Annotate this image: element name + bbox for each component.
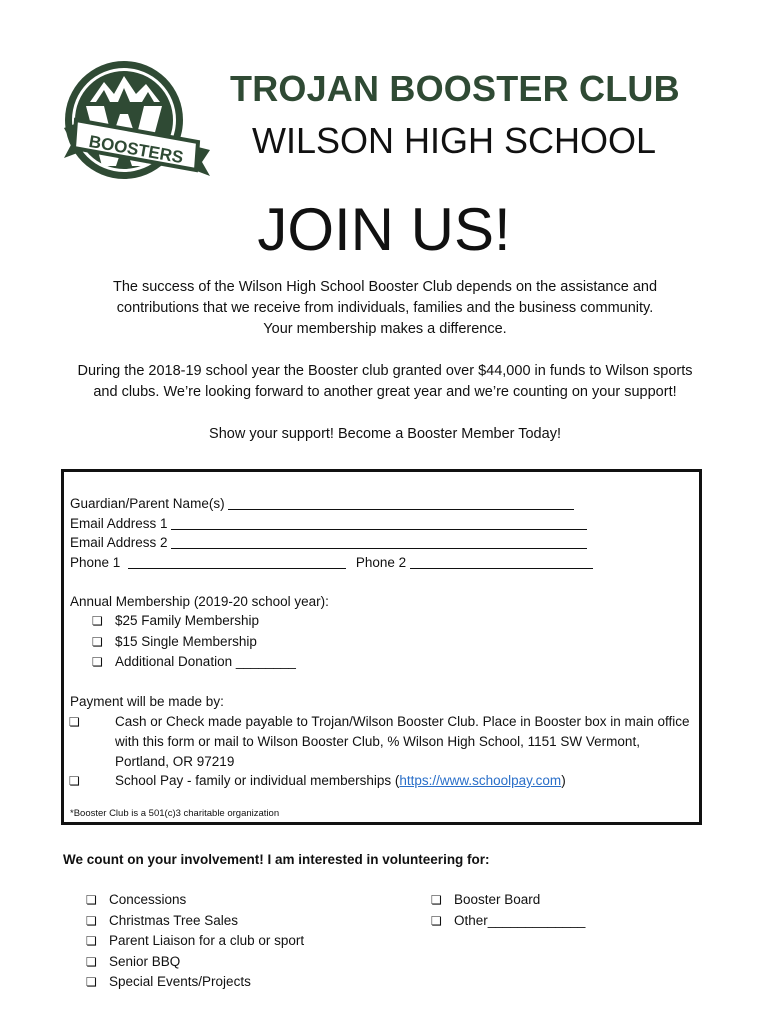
checkbox-icon[interactable]: ❏ xyxy=(86,934,97,948)
checkbox-icon[interactable]: ❏ xyxy=(86,975,97,989)
school-title: WILSON HIGH SCHOOL xyxy=(252,120,657,161)
checkbox-icon[interactable]: ❏ xyxy=(86,893,97,907)
volunteer-option-label: Other_____________ xyxy=(454,912,586,928)
phone1-field[interactable] xyxy=(128,554,346,569)
intro-line: Your membership makes a difference. xyxy=(263,321,507,337)
phone2-field[interactable] xyxy=(410,554,593,569)
volunteer-option-label: Senior BBQ xyxy=(109,953,181,969)
email2-label: Email Address 2 xyxy=(70,535,168,550)
join-headline-text: JOIN US! xyxy=(257,196,511,263)
volunteer-option[interactable] xyxy=(86,890,304,911)
membership-option[interactable] xyxy=(70,652,690,673)
payment-heading: Payment will be made by: xyxy=(70,694,224,709)
checkbox-icon[interactable]: ❏ xyxy=(86,913,97,928)
guardian-name-field[interactable] xyxy=(228,495,574,510)
club-title: TROJAN BOOSTER CLUB xyxy=(230,68,680,109)
schoolpay-prefix: School Pay - family or individual memberships ( xyxy=(115,773,400,788)
email1-field[interactable] xyxy=(171,515,587,530)
intro-line: During the 2018-19 school year the Booster club granted over $44,000 in funds to Wilson sports xyxy=(77,363,693,379)
volunteer-heading: We count on your involvement! I am interested in volunteering for: xyxy=(63,852,490,867)
volunteer-option[interactable] xyxy=(86,952,304,973)
payment-option-schoolpay[interactable] xyxy=(70,771,690,792)
volunteer-option-label: Special Events/Projects xyxy=(109,974,251,989)
membership-option-label: Additional Donation ________ xyxy=(115,654,296,669)
checkbox-icon[interactable]: ❏ xyxy=(86,954,97,969)
checkbox-icon[interactable]: ❏ xyxy=(92,634,103,649)
phone2-label: Phone 2 xyxy=(355,554,407,570)
membership-form xyxy=(61,469,702,825)
volunteer-option[interactable] xyxy=(431,911,585,932)
schoolpay-link[interactable]: https://www.schoolpay.com xyxy=(399,773,562,788)
volunteer-option-label: Concessions xyxy=(109,892,187,907)
volunteer-option[interactable] xyxy=(86,972,304,993)
membership-option-label: $25 Family Membership xyxy=(115,613,260,628)
checkbox-icon[interactable]: ❏ xyxy=(69,714,80,729)
membership-heading: Annual Membership (2019-20 school year): xyxy=(70,593,329,609)
volunteer-option[interactable] xyxy=(86,931,304,952)
membership-option-label: $15 Single Membership xyxy=(115,633,257,649)
email1-label: Email Address 1 xyxy=(70,515,168,531)
phone1-label: Phone 1 xyxy=(70,554,121,570)
membership-option[interactable] xyxy=(70,632,690,653)
schoolpay-suffix: ) xyxy=(561,773,566,788)
payment-option-check[interactable] xyxy=(70,712,690,772)
volunteer-option[interactable] xyxy=(431,890,585,911)
booster-club-logo xyxy=(62,58,212,182)
membership-option[interactable] xyxy=(70,611,690,632)
checkbox-icon[interactable]: ❏ xyxy=(431,893,442,907)
volunteer-option-label: Parent Liaison for a club or sport xyxy=(109,933,305,948)
join-headline xyxy=(0,195,770,264)
checkbox-icon[interactable]: ❏ xyxy=(92,655,103,669)
guardian-row xyxy=(70,494,690,514)
intro-line: The success of the Wilson High School Booster Club depends on the assistance and xyxy=(112,279,658,295)
intro-line: and clubs. We’re looking forward to another great year and we’re counting on your support! xyxy=(93,384,677,400)
guardian-label: Guardian/Parent Name(s) xyxy=(70,496,225,511)
logo-text: BOOSTERS xyxy=(87,131,185,168)
email2-row xyxy=(70,533,690,553)
phone-row xyxy=(70,553,690,573)
checkbox-icon[interactable]: ❏ xyxy=(69,774,80,788)
volunteer-option-label: Booster Board xyxy=(454,892,541,907)
volunteer-list-right xyxy=(431,890,585,931)
checkbox-icon[interactable]: ❏ xyxy=(92,614,103,628)
payment-option-check-label: Cash or Check made payable to Trojan/Wilson Booster Club. Place in Booster box in main office with this form or mail to Wilson Booster Club, % Wilson High School, 1151 SW Vermont, Portland, OR 97219 xyxy=(115,713,690,769)
intro-line: contributions that we receive from individuals, families and the business community. xyxy=(116,300,654,316)
checkbox-icon[interactable]: ❏ xyxy=(431,913,442,928)
email1-row xyxy=(70,514,690,534)
volunteer-option[interactable] xyxy=(86,911,304,932)
email2-field[interactable] xyxy=(171,534,587,549)
volunteer-option-label: Christmas Tree Sales xyxy=(109,912,239,928)
call-to-action: Show your support! Become a Booster Member Today! xyxy=(209,426,561,442)
volunteer-list-left xyxy=(86,890,304,993)
intro-text xyxy=(40,277,730,445)
footnote: *Booster Club is a 501(c)3 charitable organization xyxy=(70,807,280,819)
